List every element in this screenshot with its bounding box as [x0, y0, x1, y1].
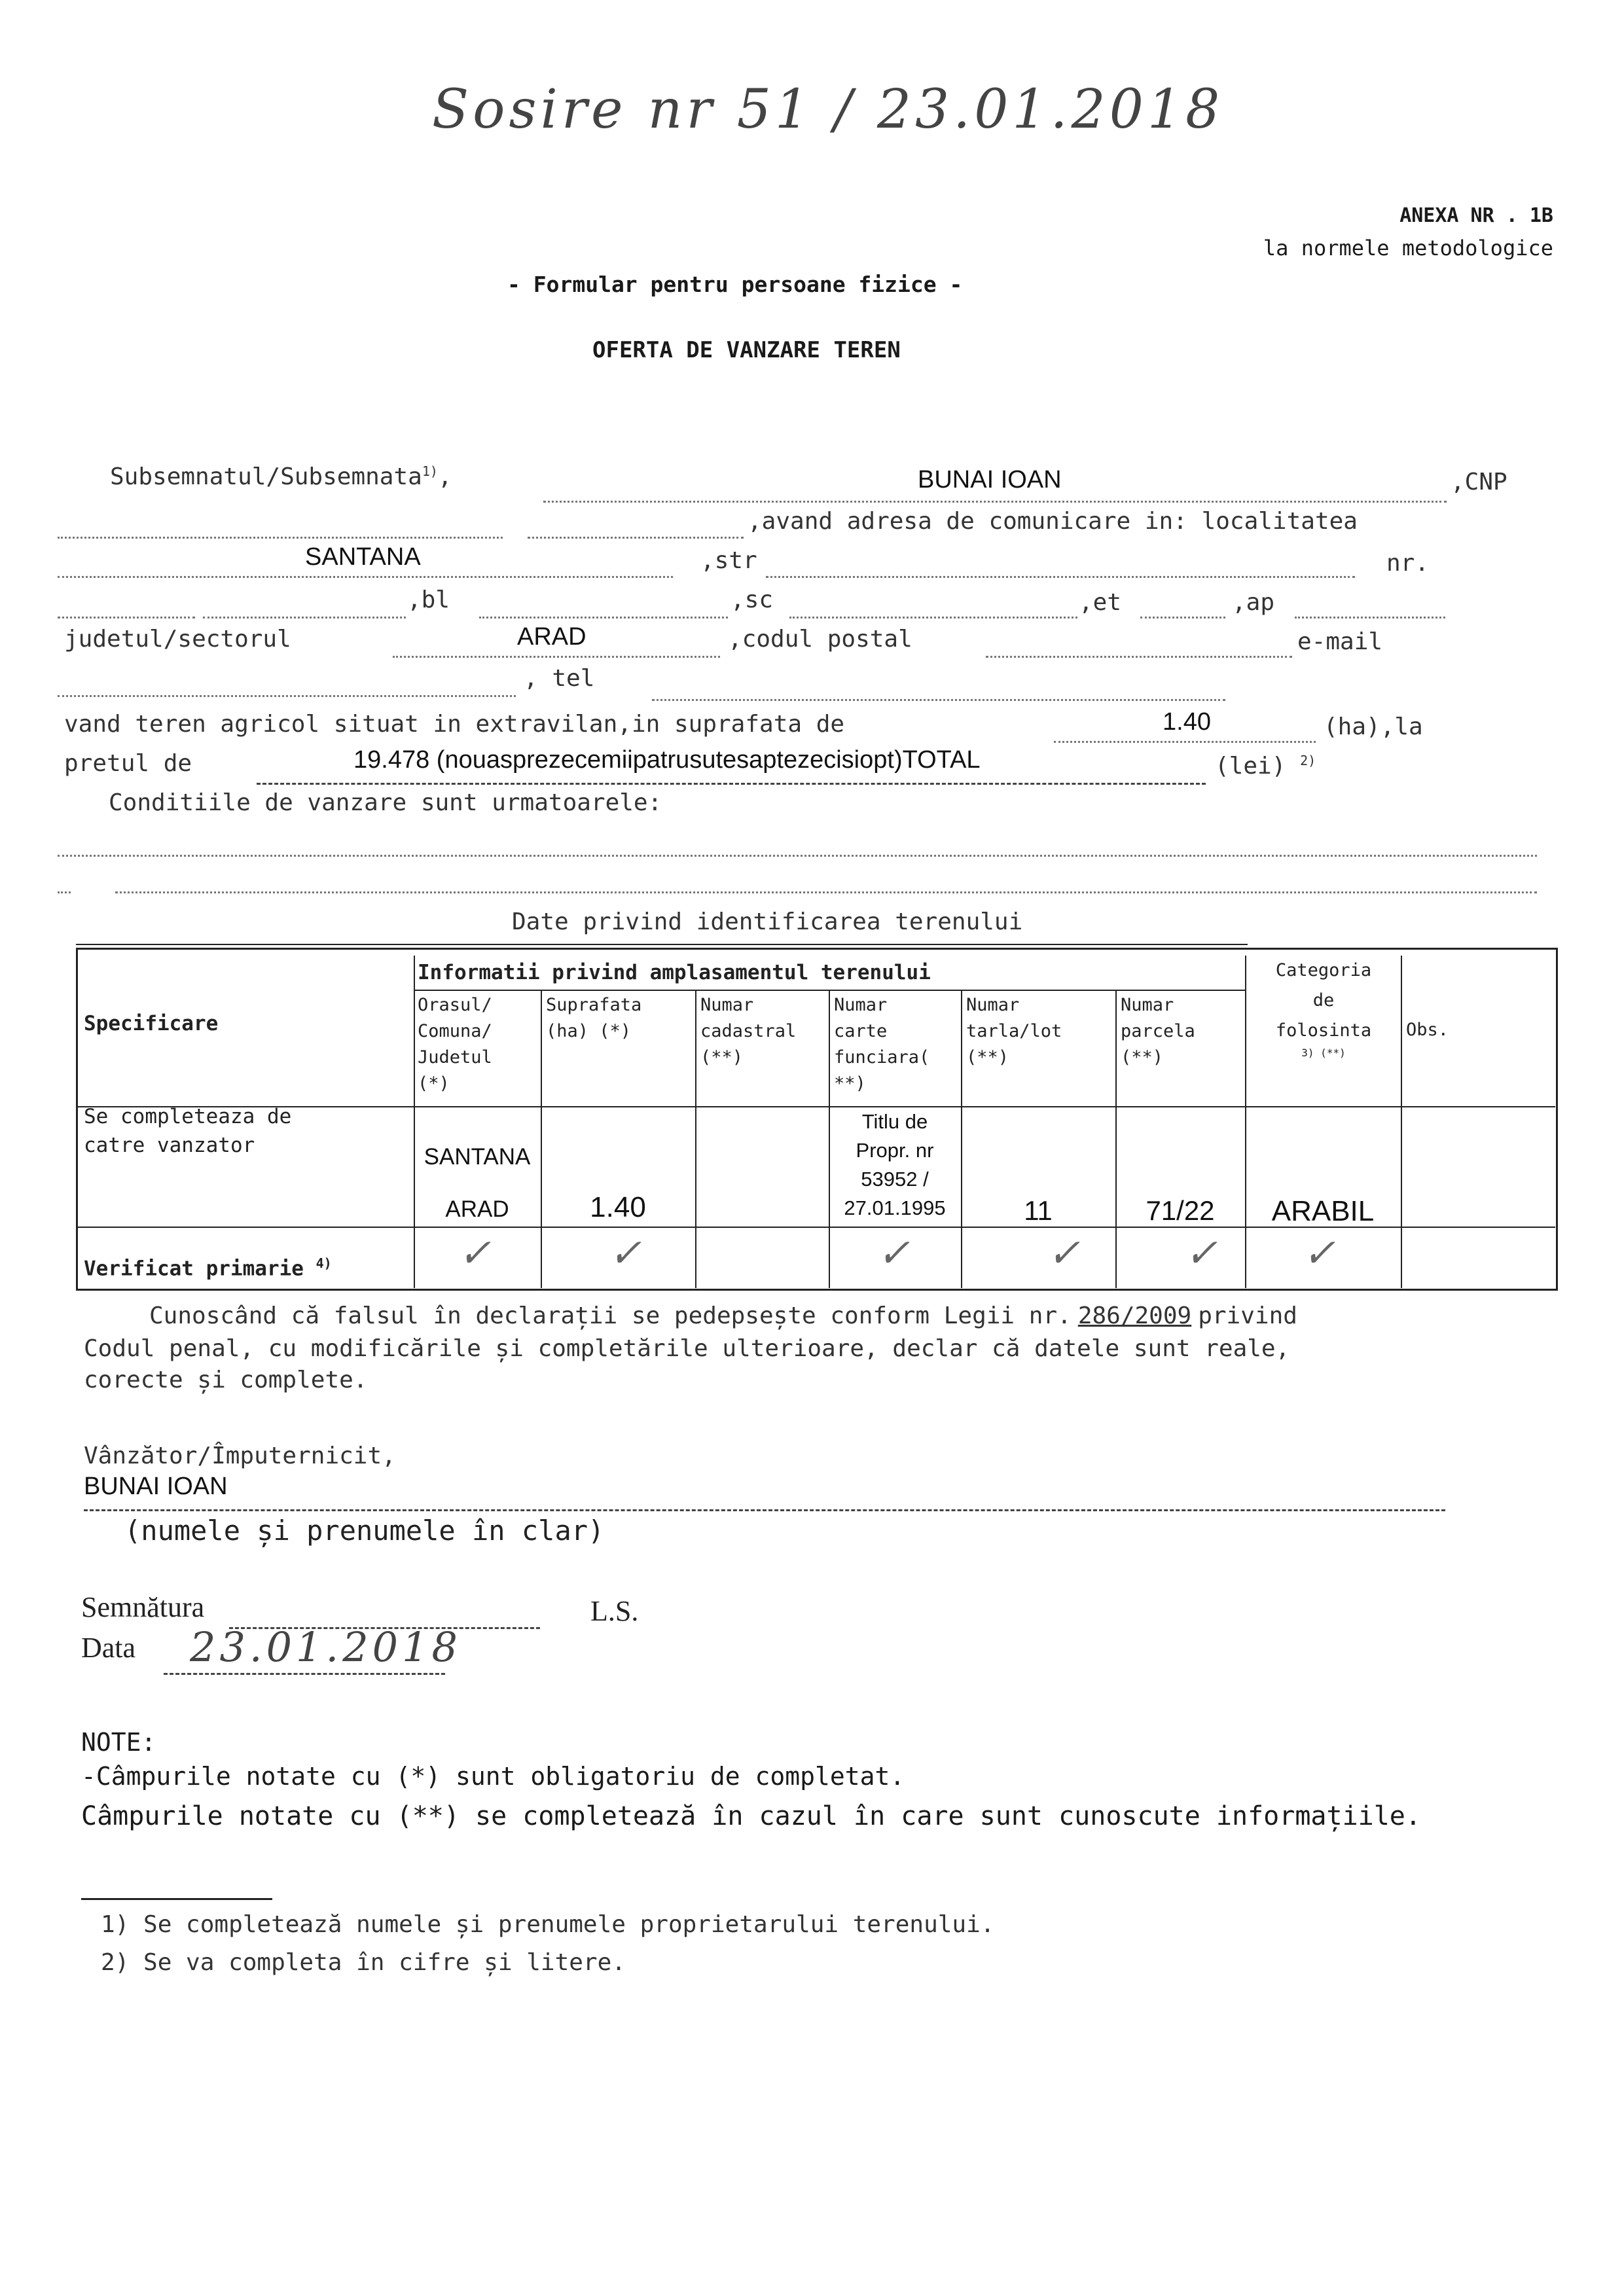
col-cadastral — [700, 992, 796, 1071]
cell-land-book-line: Propr. nr — [856, 1139, 934, 1162]
row-seller-label-line: catre vanzator — [84, 1134, 255, 1157]
col-categoria-line: de — [1312, 990, 1335, 1011]
col-parcela-line: parcela — [1121, 1021, 1195, 1041]
col-cadastral-line: (**) — [700, 1047, 744, 1067]
declaration-text-a: Cunoscând că falsul în declarații se pedepsește conform Legii nr. — [149, 1302, 1072, 1329]
cell-county: ARAD — [445, 1196, 509, 1222]
label-email: e-mail — [1297, 628, 1383, 655]
footnote-1: 1) Se completează numele și prenumele proprietarului terenului. — [101, 1911, 995, 1938]
row-seller-label-line: Se completeaza de — [84, 1105, 292, 1128]
col-suprafata — [546, 992, 641, 1045]
row-verified-label — [84, 1250, 332, 1282]
header-specificare: Specificare — [84, 1012, 219, 1035]
label-conditions: Conditiile de vanzare sunt urmatoarele: — [109, 789, 662, 816]
price-unit-text: (lei) — [1215, 753, 1286, 780]
col-categoria-line: folosinta — [1275, 1020, 1372, 1041]
label-signature: Semnătura — [81, 1591, 205, 1623]
col-suprafata-line: Suprafata — [546, 995, 642, 1015]
table-caption: Date privind identificarea terenului — [512, 908, 1023, 935]
locality-value: SANTANA — [305, 543, 421, 571]
label-county: judetul/sectorul — [64, 626, 291, 653]
check-mark-icon: ✓ — [877, 1230, 911, 1276]
footnote-2: 2) Se va completa în cifre și litere. — [101, 1949, 626, 1976]
cell-land-book-line: Titlu de — [861, 1110, 928, 1133]
col-orasul-line: Comuna/ — [418, 1021, 492, 1041]
label-area: vand teren agricol situat in extravilan,in suprafata de — [64, 711, 845, 738]
col-cadastral-line: cadastral — [700, 1021, 797, 1041]
col-carte-line: carte — [834, 1021, 888, 1041]
label-et: ,et — [1079, 589, 1122, 616]
handwritten-date: 23.01.2018 — [190, 1623, 461, 1671]
cell-land-book-line: 53952 / — [861, 1168, 929, 1191]
note-1: -Câmpurile notate cu (*) sunt obligatoriu de completat. — [81, 1762, 905, 1791]
col-carte-line: funciara( — [834, 1047, 930, 1067]
label-seal: L.S. — [590, 1595, 639, 1627]
footnote-ref-2: 2) — [1300, 753, 1316, 768]
comma: , — [437, 463, 452, 490]
cell-area: 1.40 — [590, 1191, 646, 1223]
declaration-line-2: Codul penal, cu modificările și completările ulterioare, declar că datele sunt reale, — [84, 1335, 1290, 1362]
check-mark-icon: ✓ — [1303, 1230, 1336, 1276]
label-ap: ,ap — [1232, 589, 1275, 616]
col-carte-funciara — [834, 992, 929, 1097]
declaration-text-b: privind — [1198, 1302, 1297, 1329]
col-tarla-line: Numar — [966, 995, 1020, 1015]
check-mark-icon: ✓ — [1047, 1230, 1081, 1276]
label-date: Data — [81, 1632, 136, 1664]
law-number: 286/2009 — [1077, 1302, 1192, 1329]
header-location-group: Informatii privind amplasamentul terenului — [418, 961, 931, 984]
label-tel: , tel — [524, 665, 595, 692]
cell-locality: SANTANA — [424, 1144, 531, 1170]
col-tarla-line: tarla/lot — [966, 1021, 1062, 1041]
label-subsemnatul — [110, 463, 452, 490]
col-orasul-line: Judetul — [418, 1047, 492, 1067]
label-subsemnatul-text: Subsemnatul/Subsemnata — [110, 463, 422, 490]
county-value: ARAD — [517, 623, 586, 651]
form-title: OFERTA DE VANZARE TEREN — [592, 337, 901, 363]
col-carte-line: Numar — [834, 995, 888, 1015]
col-obs: Obs. — [1406, 1020, 1449, 1040]
label-bl: ,bl — [407, 586, 450, 613]
label-address: ,avand adresa de comunicare in: localitatea — [748, 508, 1358, 535]
notes-title: NOTE: — [81, 1728, 156, 1757]
annex-number: ANEXA NR . 1B — [1399, 204, 1553, 227]
footnote-ref-4: 4) — [316, 1255, 332, 1271]
label-cnp: ,CNP — [1451, 469, 1507, 495]
col-orasul-line: Orasul/ — [418, 995, 492, 1015]
footnote-ref-1: 1) — [422, 463, 438, 479]
note-2: Câmpurile notate cu (**) se completează în cazul în care sunt cunoscute informațiile. — [81, 1801, 1421, 1831]
label-area-unit: (ha),la — [1324, 713, 1423, 740]
col-categoria-note: 3) (**) — [1301, 1047, 1346, 1059]
label-name-hint: (numele și prenumele în clar) — [124, 1515, 605, 1547]
col-orasul — [418, 992, 492, 1097]
col-parcela-line: (**) — [1121, 1047, 1164, 1067]
col-categoria — [1248, 956, 1399, 1060]
cell-category: ARABIL — [1271, 1195, 1375, 1227]
declaration-line-1 — [149, 1302, 1297, 1329]
row-seller-label — [84, 1102, 291, 1160]
col-suprafata-line: (ha) (*) — [546, 1021, 632, 1041]
check-mark-icon: ✓ — [458, 1230, 492, 1276]
label-postal-code: ,codul postal — [728, 626, 912, 653]
declaration-line-3: corecte și complete. — [84, 1367, 368, 1393]
handwritten-registration: Sosire nr 51 / 23.01.2018 — [432, 79, 1224, 141]
col-parcela — [1121, 992, 1195, 1071]
area-value: 1.40 — [1163, 708, 1211, 736]
col-tarla-line: (**) — [966, 1047, 1009, 1067]
check-mark-icon: ✓ — [609, 1230, 642, 1276]
cell-land-book — [830, 1107, 960, 1223]
label-sc: ,sc — [731, 586, 774, 613]
annex-norms: la normele metodologice — [1263, 236, 1553, 260]
col-categoria-line: Categoria — [1275, 960, 1372, 980]
label-nr: nr. — [1386, 550, 1430, 577]
label-seller-role: Vânzător/Împuternicit, — [84, 1443, 396, 1469]
cell-land-book-line: 27.01.1995 — [844, 1196, 946, 1219]
label-street: ,str — [700, 547, 757, 574]
cell-tarla: 11 — [1024, 1195, 1053, 1226]
seller-name-clear: BUNAI IOAN — [84, 1473, 228, 1500]
row-verified-text: Verificat primarie — [84, 1257, 304, 1281]
label-price: pretul de — [64, 750, 192, 777]
check-mark-icon: ✓ — [1185, 1230, 1218, 1276]
col-orasul-line: (*) — [418, 1073, 450, 1094]
label-price-unit — [1215, 753, 1316, 780]
form-subtitle: - Formular pentru persoane fizice - — [507, 272, 963, 297]
col-cadastral-line: Numar — [700, 995, 754, 1015]
price-value: 19.478 (nouasprezecemiipatrusutesaptezecisiopt)TOTAL — [353, 746, 981, 774]
col-carte-line: **) — [834, 1073, 866, 1094]
seller-name: BUNAI IOAN — [918, 466, 1062, 493]
col-parcela-line: Numar — [1121, 995, 1174, 1015]
col-tarla — [966, 992, 1062, 1071]
cell-parcela: 71/22 — [1146, 1195, 1215, 1226]
